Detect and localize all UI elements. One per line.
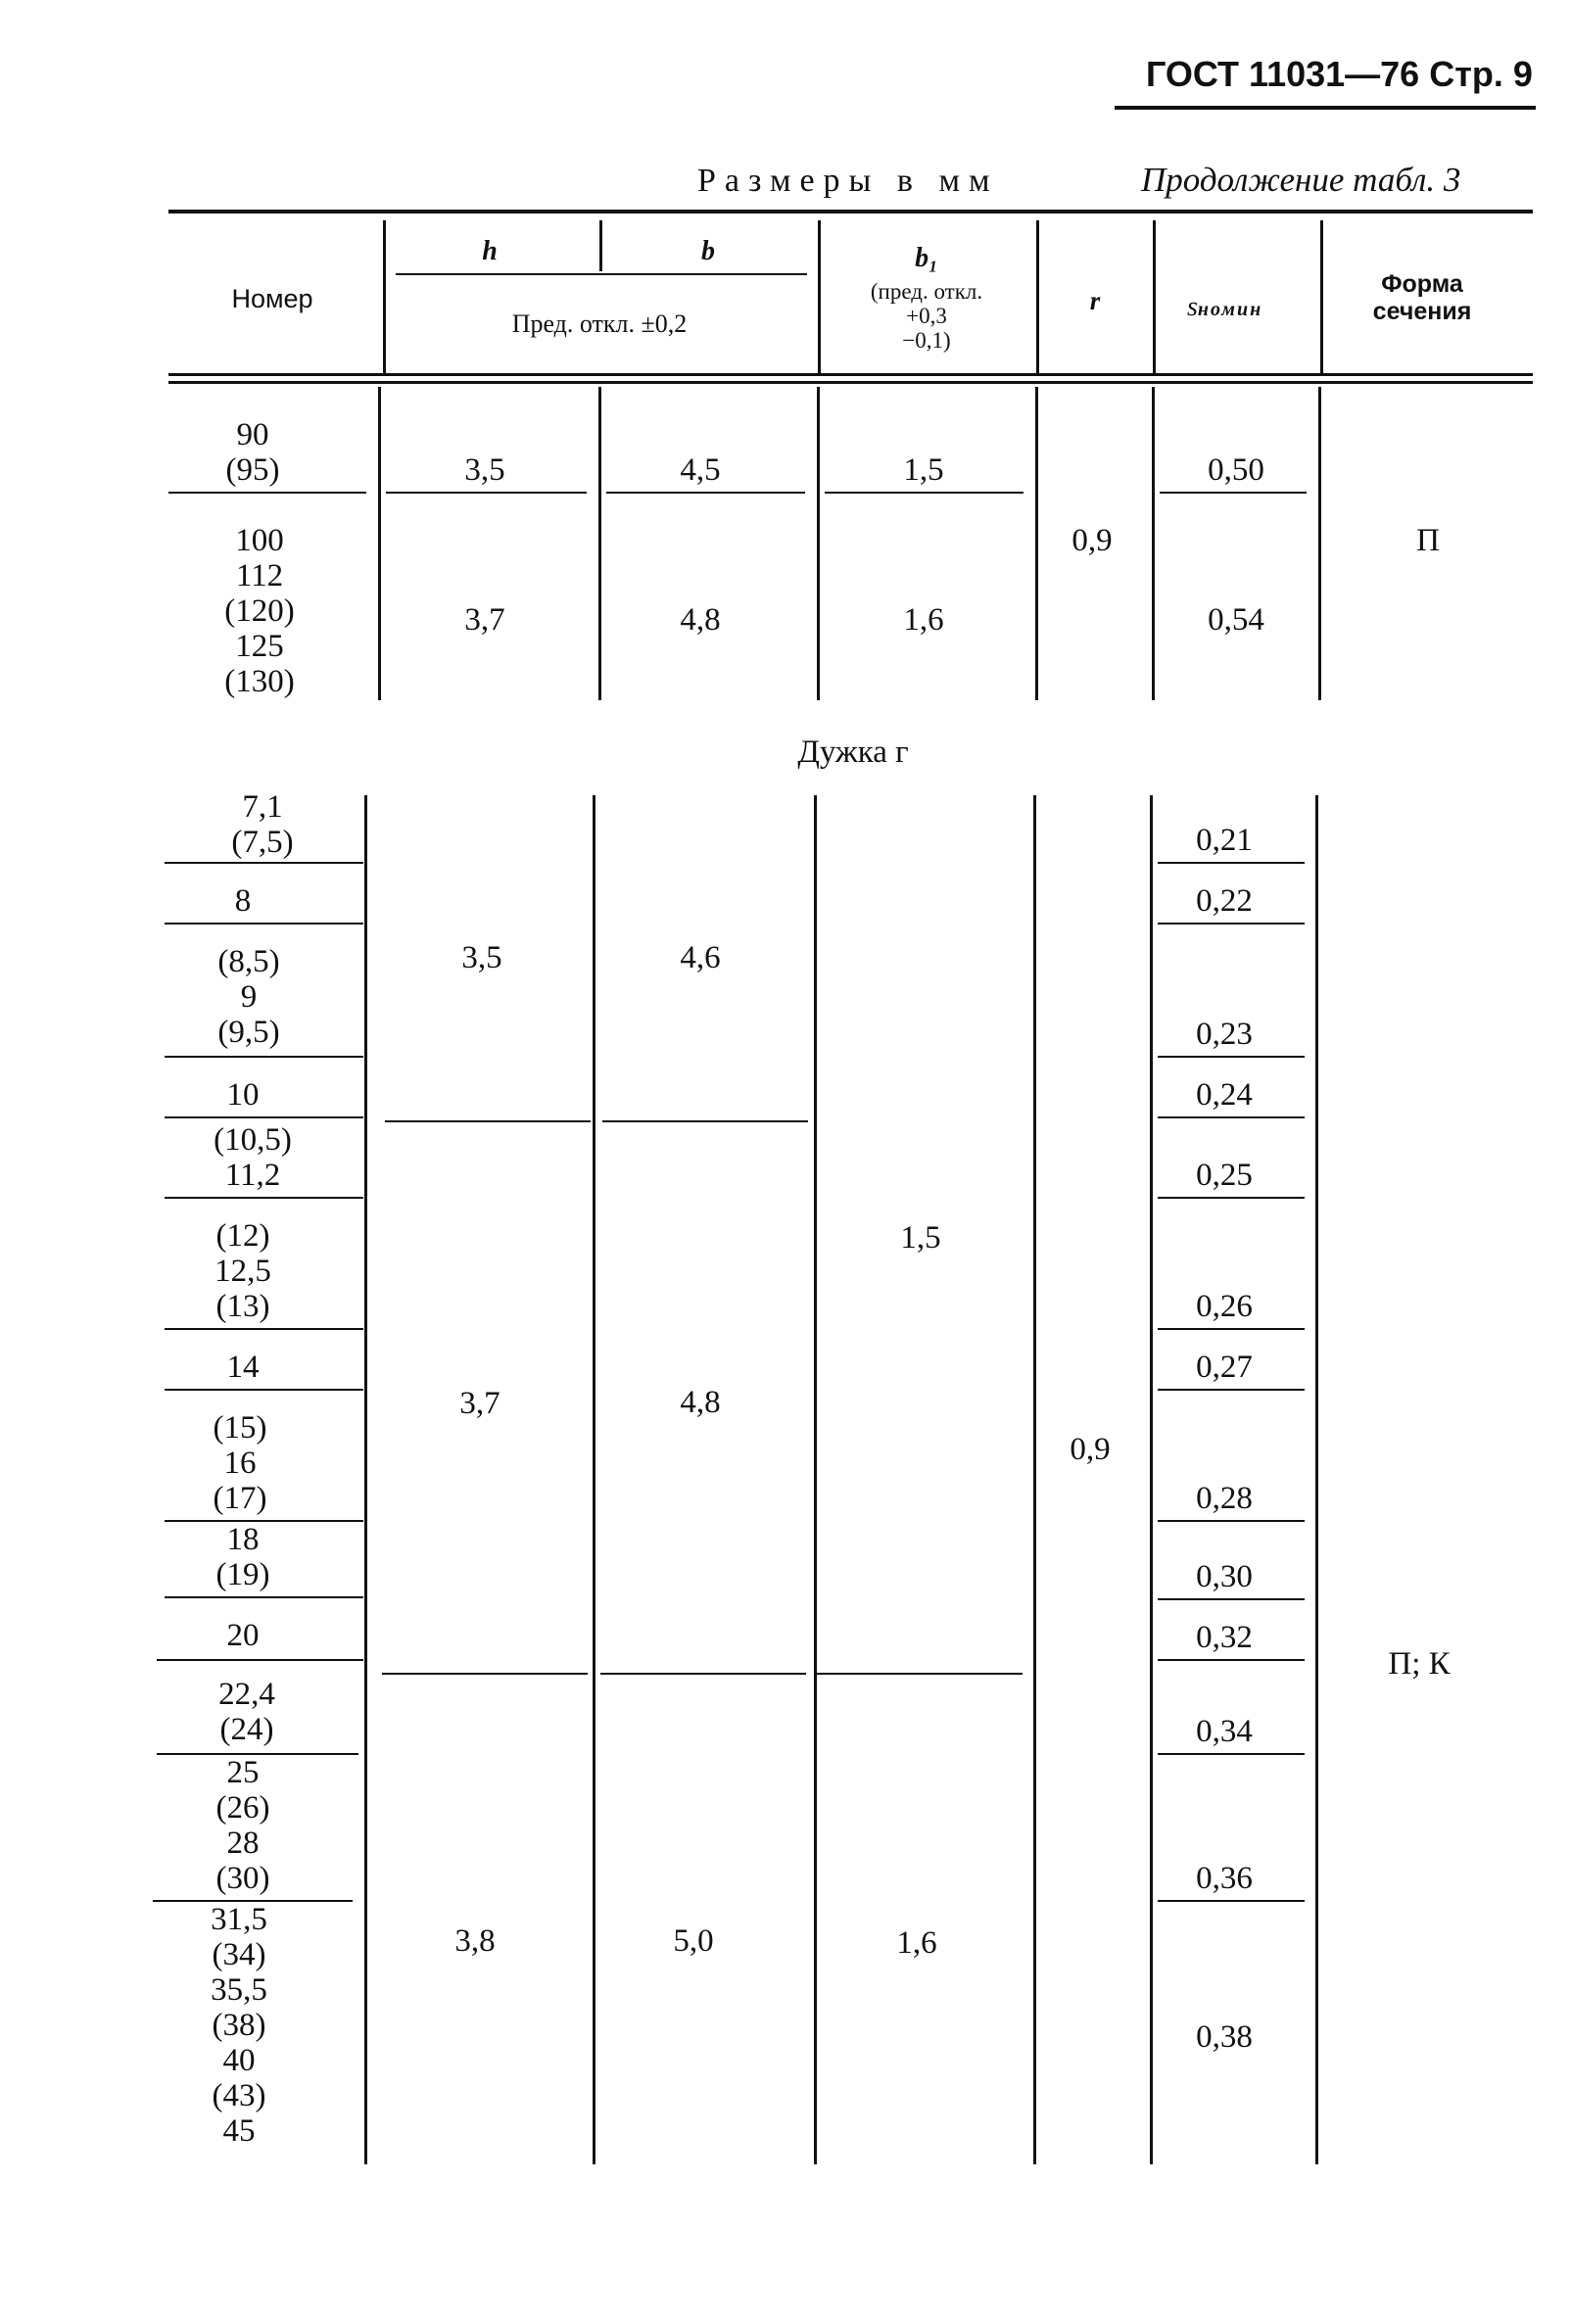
cell-s: 0,22	[1196, 883, 1253, 919]
cell-s: 0,38	[1196, 2019, 1253, 2055]
block-rule	[600, 1673, 806, 1675]
header-underline	[1115, 106, 1536, 110]
row-number: (9,5)	[217, 1015, 280, 1050]
row-number: 25	[226, 1755, 260, 1790]
group-rule	[386, 492, 587, 494]
row-number: 14	[226, 1350, 260, 1385]
s-rule	[1158, 1328, 1305, 1330]
row-number: 35,5	[211, 1972, 267, 2008]
section-divider	[1150, 795, 1153, 2164]
col-h-header: h	[482, 236, 498, 266]
s-rule	[1158, 1659, 1305, 1661]
group-rule	[1160, 492, 1307, 494]
section-divider	[364, 795, 367, 2164]
header-divider	[818, 220, 821, 374]
row-number: 10	[226, 1077, 260, 1113]
row-number: (24)	[219, 1712, 274, 1747]
group-rule	[165, 1116, 363, 1118]
group-rule	[825, 492, 1024, 494]
row-number: (13)	[215, 1289, 270, 1324]
row-number: (8,5)	[217, 944, 280, 979]
s-rule	[1158, 1900, 1305, 1902]
cell-form: П	[1416, 523, 1440, 558]
header-divider	[599, 220, 602, 271]
row-number: 12,5	[214, 1254, 271, 1289]
s-rule	[1158, 1389, 1305, 1391]
group-rule	[168, 492, 366, 494]
cell-s: 0,32	[1196, 1620, 1253, 1655]
row-number: (130)	[224, 664, 295, 699]
row-number: 100	[235, 523, 284, 558]
col-form-header-1: Форма	[1381, 270, 1463, 298]
row-number: (30)	[215, 1861, 270, 1896]
cell-form: П; К	[1388, 1646, 1451, 1682]
cell-b: 5,0	[673, 1923, 714, 1959]
section-divider	[1318, 387, 1321, 700]
cell-b1: 1,5	[900, 1220, 941, 1256]
row-number: 20	[226, 1618, 260, 1653]
h-b-group-rule	[396, 273, 807, 275]
cell-s: 0,54	[1208, 602, 1264, 638]
col-b1-header: b₁	[915, 243, 938, 273]
row-number: 31,5	[211, 1902, 267, 1937]
s-rule	[1158, 1520, 1305, 1522]
cell-s: 0,24	[1196, 1077, 1253, 1113]
section-divider	[1315, 795, 1318, 2164]
cell-h: 3,7	[459, 1386, 500, 1421]
header-divider	[1153, 220, 1156, 374]
row-number: (10,5)	[214, 1122, 292, 1158]
col-b1-tolerance-2: +0,3	[906, 304, 947, 328]
cell-b: 4,8	[680, 602, 721, 638]
block-rule	[817, 1673, 1023, 1675]
col-b1-tolerance-1: (пред. откл.	[870, 279, 983, 304]
row-number: (95)	[225, 452, 280, 488]
col-r-header: r	[1089, 286, 1101, 315]
s-rule	[1158, 1753, 1305, 1755]
cell-b1: 1,6	[903, 602, 944, 638]
units-label: Размеры в мм	[697, 163, 999, 199]
col-number-header: Номер	[231, 284, 313, 313]
group-rule	[606, 492, 805, 494]
header-top-rule	[168, 210, 1533, 213]
cell-s: 0,25	[1196, 1158, 1253, 1193]
header-divider	[383, 220, 386, 374]
section-divider	[593, 795, 595, 2164]
group-rule	[165, 862, 363, 864]
col-form-header-2: сечения	[1372, 298, 1472, 325]
s-rule	[1158, 1598, 1305, 1600]
row-number: 28	[226, 1826, 260, 1861]
row-number: (34)	[212, 1937, 266, 1972]
row-number: 7,1	[242, 789, 283, 825]
block-rule	[382, 1673, 588, 1675]
cell-b: 4,8	[680, 1385, 721, 1420]
continuation-label: Продолжение табл. 3	[1141, 161, 1461, 199]
cell-r: 0,9	[1070, 1432, 1111, 1467]
cell-s: 0,28	[1196, 1481, 1253, 1516]
header-divider	[1036, 220, 1039, 374]
cell-s: 0,50	[1208, 452, 1264, 488]
row-number: 45	[222, 2113, 256, 2149]
col-b-header: b	[701, 236, 715, 266]
row-number: (38)	[212, 2008, 266, 2043]
group-rule	[165, 1328, 363, 1330]
s-rule	[1158, 1056, 1305, 1058]
col-b1-tolerance-3: −0,1)	[902, 328, 951, 353]
row-number: 16	[223, 1446, 257, 1481]
section-divider	[598, 387, 601, 700]
cell-s: 0,21	[1196, 823, 1253, 858]
cell-s: 0,36	[1196, 1861, 1253, 1896]
cell-s: 0,34	[1196, 1714, 1253, 1749]
header-double-rule-1	[168, 373, 1533, 376]
s-rule	[1158, 1116, 1305, 1118]
row-number: 9	[240, 979, 258, 1015]
row-number: (43)	[212, 2078, 266, 2113]
group-rule	[165, 1596, 363, 1598]
cell-b1: 1,6	[896, 1925, 937, 1961]
section-divider	[1033, 795, 1036, 2164]
row-number: (17)	[213, 1481, 267, 1516]
row-number: (120)	[224, 593, 295, 629]
row-number: 8	[234, 883, 252, 919]
row-number: 11,2	[224, 1158, 281, 1193]
group-rule	[157, 1659, 363, 1661]
cell-s: 0,30	[1196, 1559, 1253, 1594]
section-divider	[814, 795, 817, 2164]
s-rule	[1158, 1197, 1305, 1199]
page-header: ГОСТ 11031—76 Стр. 9	[1146, 54, 1533, 94]
cell-h: 3,5	[464, 452, 505, 488]
block-rule	[602, 1120, 808, 1122]
row-number: (26)	[215, 1790, 270, 1826]
header-double-rule-2	[168, 381, 1533, 384]
row-number: (12)	[215, 1218, 270, 1254]
group-rule	[165, 1520, 363, 1522]
row-number: 40	[222, 2043, 256, 2078]
s-rule	[1158, 923, 1305, 925]
row-number: 112	[235, 558, 284, 593]
row-number: (15)	[213, 1410, 267, 1446]
cell-b: 4,6	[680, 940, 721, 975]
block-rule	[385, 1120, 591, 1122]
col-hb-tolerance-header: Пред. откл. ±0,2	[511, 309, 688, 338]
section-divider	[378, 387, 381, 700]
cell-b: 4,5	[680, 452, 721, 488]
col-s-subscript: номин	[1197, 299, 1263, 320]
cell-s: 0,26	[1196, 1289, 1253, 1324]
section-divider	[1035, 387, 1038, 700]
row-number: 18	[226, 1522, 260, 1557]
section-divider	[1152, 387, 1155, 700]
cell-s: 0,27	[1196, 1350, 1253, 1385]
row-number: 22,4	[218, 1677, 275, 1712]
row-number: 90	[236, 417, 269, 452]
cell-h: 3,7	[464, 602, 505, 638]
cell-h: 3,5	[461, 940, 502, 975]
s-rule	[1158, 862, 1305, 864]
col-s-symbol: s	[1187, 292, 1198, 322]
group-rule	[165, 1056, 363, 1058]
cell-h: 3,8	[454, 1923, 496, 1959]
col-s-header	[1187, 294, 1262, 321]
section-2-title: Дужка г	[797, 735, 909, 770]
header-divider	[1320, 220, 1323, 374]
section-divider	[817, 387, 820, 700]
group-rule	[165, 1197, 363, 1199]
row-number: (7,5)	[231, 825, 294, 860]
cell-s: 0,23	[1196, 1017, 1253, 1052]
cell-r: 0,9	[1071, 523, 1113, 558]
row-number: 125	[235, 629, 284, 664]
group-rule	[165, 1389, 363, 1391]
cell-b1: 1,5	[903, 452, 944, 488]
row-number: (19)	[215, 1557, 270, 1592]
group-rule	[165, 923, 363, 925]
